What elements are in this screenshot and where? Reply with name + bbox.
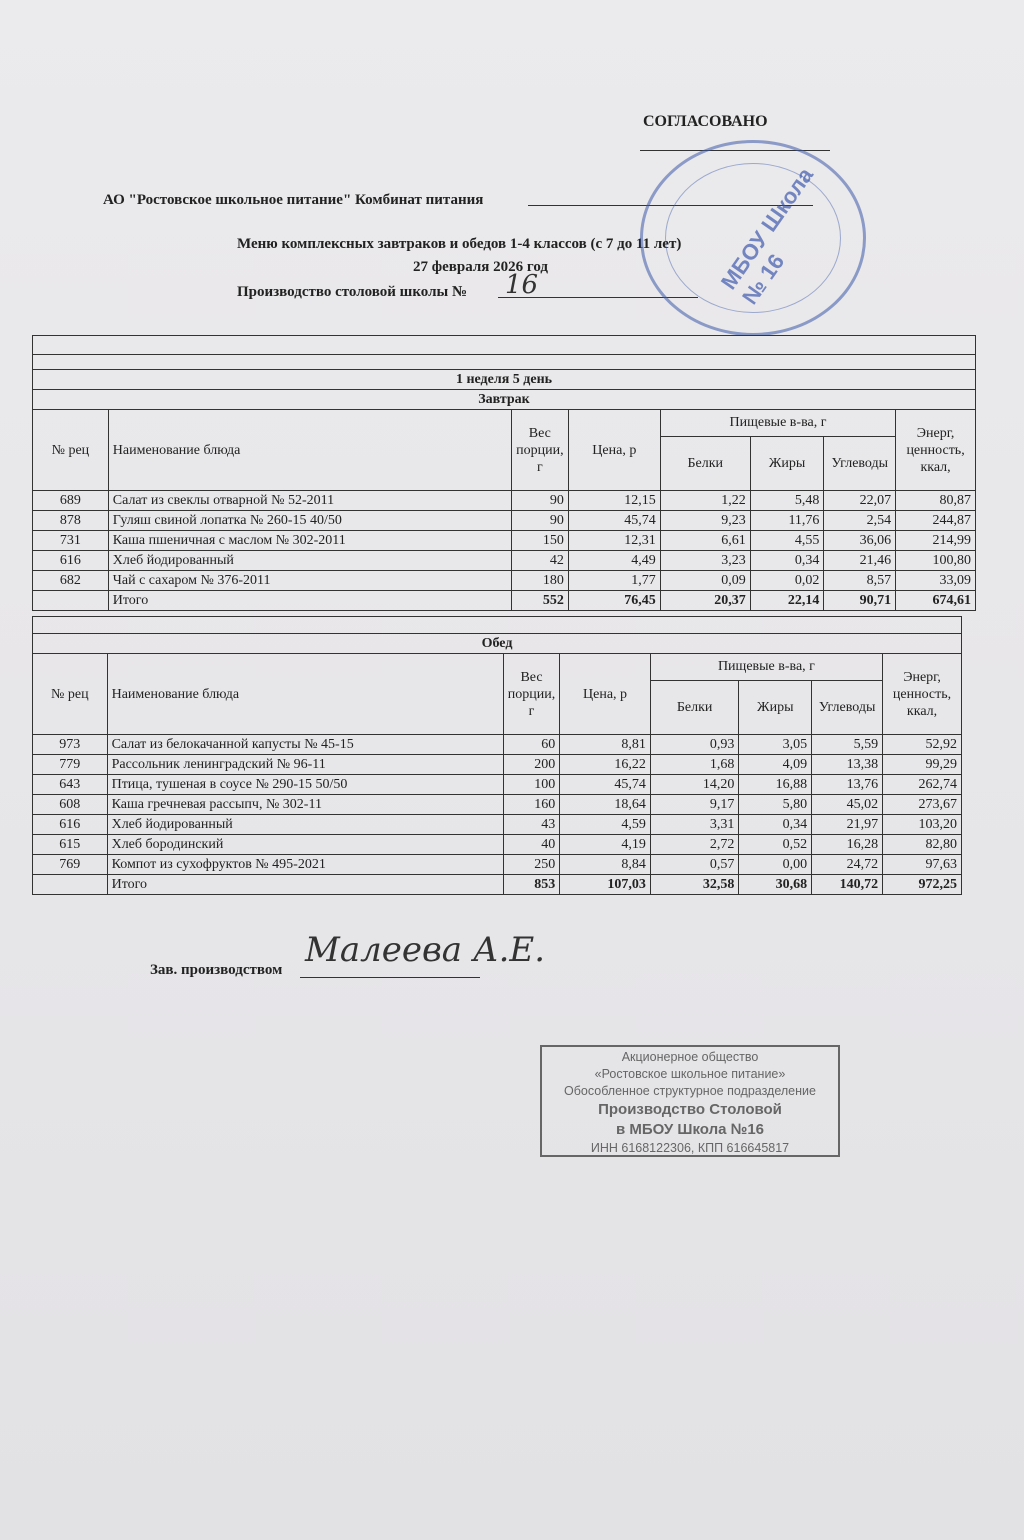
col-nutrients: Пищевые в-ва, г [650,654,882,681]
cell: Каша гречневая рассыпч, № 302-11 [107,795,503,815]
total-cell: 30,68 [739,875,812,895]
cell: 97,63 [883,855,962,875]
cell: 8,84 [560,855,651,875]
cell: Хлеб бородинский [107,835,503,855]
menu-date: 27 февраля 2026 год [413,259,548,275]
cell: 0,93 [650,735,739,755]
cell: 244,87 [896,511,976,531]
cell: 0,02 [750,571,824,591]
cell: Рассольник ленинградский № 96-11 [107,755,503,775]
cell: 682 [33,571,109,591]
cell: 200 [503,755,559,775]
cell: 33,09 [896,571,976,591]
total-row [33,591,976,611]
col-weight: Вес порции, г [511,410,568,491]
col-rec: № рец [33,410,109,491]
table-row [33,551,976,571]
week-day-label: 1 неделя 5 день [33,370,976,390]
total-cell: 20,37 [660,591,750,611]
lunch-title: Обед [33,634,962,654]
cell: 878 [33,511,109,531]
company-name: АО "Ростовское школьное питание" Комбинат питания [103,192,484,208]
cell: 6,61 [660,531,750,551]
breakfast-title: Завтрак [33,390,976,410]
column-header-row [33,410,976,437]
cell: 100 [503,775,559,795]
cell: 11,76 [750,511,824,531]
cell: 615 [33,835,108,855]
cell: Каша пшеничная с маслом № 302-2011 [108,531,511,551]
total-cell: 32,58 [650,875,739,895]
cell: Птица, тушеная в соусе № 290-15 50/50 [107,775,503,795]
total-cell: 76,45 [568,591,660,611]
col-energy: Энерг, ценность, ккал, [883,654,962,735]
total-cell: 552 [511,591,568,611]
cell: 4,55 [750,531,824,551]
cell: 1,68 [650,755,739,775]
cell: 99,29 [883,755,962,775]
cell: 160 [503,795,559,815]
table-row [33,815,962,835]
cell: 273,67 [883,795,962,815]
col-carbs: Углеводы [812,680,883,734]
cell: 100,80 [896,551,976,571]
col-rec: № рец [33,654,108,735]
col-fat: Жиры [750,436,824,490]
col-energy: Энерг, ценность, ккал, [896,410,976,491]
cell: 608 [33,795,108,815]
cell: 2,72 [650,835,739,855]
manager-label: Зав. производством [150,962,283,978]
table-row [33,775,962,795]
table-row [33,855,962,875]
table-row [33,735,962,755]
total-cell: 674,61 [896,591,976,611]
cell: 180 [511,571,568,591]
cell: 36,06 [824,531,896,551]
col-price: Цена, р [560,654,651,735]
total-cell: 853 [503,875,559,895]
school-number-handwritten: 16 [505,270,539,300]
column-header-row [33,654,962,681]
col-carbs: Углеводы [824,436,896,490]
menu-title: Меню комплексных завтраков и обедов 1-4 классов (с 7 до 11 лет) [237,236,682,252]
cell: 80,87 [896,491,976,511]
round-seal-stamp: МБОУ Школа № 16 [640,140,866,336]
cell: Гуляш свиной лопатка № 260-15 40/50 [108,511,511,531]
approved-label: СОГЛАСОВАНО [643,113,768,130]
cell: 45,74 [560,775,651,795]
total-cell: Итого [107,875,503,895]
cell: 16,28 [812,835,883,855]
cell: 0,57 [650,855,739,875]
cell: 0,34 [750,551,824,571]
cell: 12,31 [568,531,660,551]
cell: 4,19 [560,835,651,855]
cell: 90 [511,491,568,511]
cell: 5,59 [812,735,883,755]
cell: Салат из белокачанной капусты № 45-15 [107,735,503,755]
cell: 1,22 [660,491,750,511]
cell: 13,38 [812,755,883,775]
table-row [33,571,976,591]
cell: 4,49 [568,551,660,571]
cell: 643 [33,775,108,795]
cell: 2,54 [824,511,896,531]
cell: 18,64 [560,795,651,815]
cell: 0,52 [739,835,812,855]
col-name: Наименование блюда [107,654,503,735]
table-row [33,835,962,855]
cell: 45,74 [568,511,660,531]
cell: 3,23 [660,551,750,571]
total-cell: 972,25 [883,875,962,895]
table-row [33,795,962,815]
cell: 689 [33,491,109,511]
cell: 8,57 [824,571,896,591]
cell: 616 [33,815,108,835]
cell: 779 [33,755,108,775]
cell: 262,74 [883,775,962,795]
col-price: Цена, р [568,410,660,491]
cell: 616 [33,551,109,571]
cell: 214,99 [896,531,976,551]
table-row [33,531,976,551]
cell: 42 [511,551,568,571]
table-row [33,511,976,531]
cell: 3,31 [650,815,739,835]
total-cell: Итого [108,591,511,611]
cell: 8,81 [560,735,651,755]
cell: 45,02 [812,795,883,815]
cell: Компот из сухофруктов № 495-2021 [107,855,503,875]
cell: 14,20 [650,775,739,795]
cell: 0,00 [739,855,812,875]
cell: 21,46 [824,551,896,571]
cell: 9,23 [660,511,750,531]
cell: 13,76 [812,775,883,795]
total-cell: 90,71 [824,591,896,611]
col-fat: Жиры [739,680,812,734]
cell: 90 [511,511,568,531]
cell: 103,20 [883,815,962,835]
manager-line [300,977,480,978]
cell: 5,48 [750,491,824,511]
cell: 250 [503,855,559,875]
rectangular-stamp: Акционерное общество «Ростовское школьное питание» Обособленное структурное подразделение Производство Столовой в МБОУ Школа №16 ИНН 6168122306, КПП 616645817 [540,1045,840,1157]
cell: 3,05 [739,735,812,755]
cell: Хлеб йодированный [107,815,503,835]
cell: 0,34 [739,815,812,835]
total-cell: 22,14 [750,591,824,611]
cell: 82,80 [883,835,962,855]
cell: 769 [33,855,108,875]
cell: 150 [511,531,568,551]
cell: 52,92 [883,735,962,755]
cell: Чай с сахаром № 376-2011 [108,571,511,591]
cell: Салат из свеклы отварной № 52-2011 [108,491,511,511]
col-nutrients: Пищевые в-ва, г [660,410,895,437]
cell: 60 [503,735,559,755]
lunch-table [32,616,962,895]
col-name: Наименование блюда [108,410,511,491]
col-protein: Белки [660,436,750,490]
production-label: Производство столовой школы № [237,284,468,300]
breakfast-table [32,335,976,611]
manager-signature: Малеева А.Е. [305,930,546,970]
col-weight: Вес порции, г [503,654,559,735]
cell: 24,72 [812,855,883,875]
cell: 1,77 [568,571,660,591]
cell: 973 [33,735,108,755]
total-row [33,875,962,895]
cell: 731 [33,531,109,551]
table-row [33,491,976,511]
cell: 4,59 [560,815,651,835]
cell: 9,17 [650,795,739,815]
cell: 12,15 [568,491,660,511]
cell: 16,88 [739,775,812,795]
cell: 40 [503,835,559,855]
col-protein: Белки [650,680,739,734]
total-cell: 140,72 [812,875,883,895]
cell: 21,97 [812,815,883,835]
cell: 4,09 [739,755,812,775]
cell: 16,22 [560,755,651,775]
total-cell: 107,03 [560,875,651,895]
cell: 0,09 [660,571,750,591]
table-row [33,755,962,775]
cell: Хлеб йодированный [108,551,511,571]
cell: 5,80 [739,795,812,815]
cell: 22,07 [824,491,896,511]
cell: 43 [503,815,559,835]
